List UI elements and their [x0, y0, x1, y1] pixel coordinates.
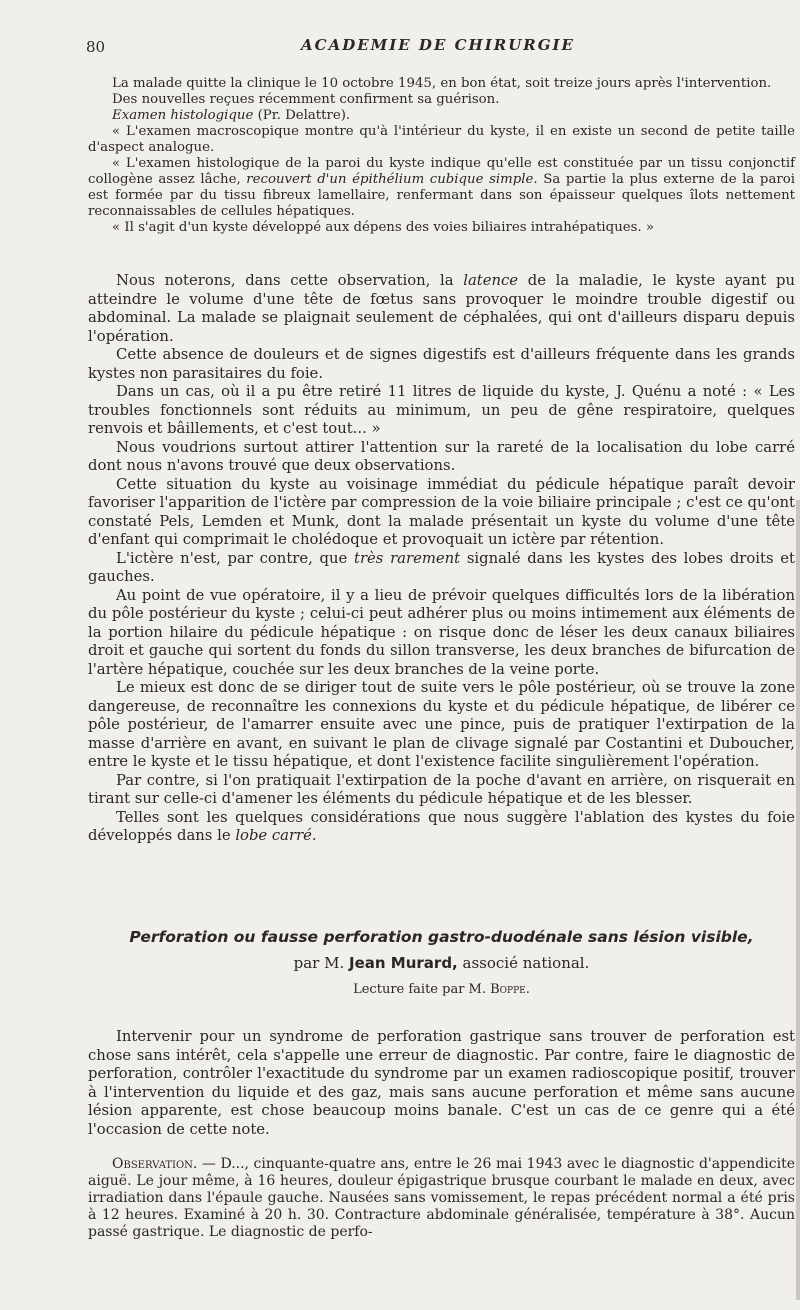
article-heading — [88, 928, 795, 997]
paragraph: Nous noterons, dans cette observation, la latence de la maladie, le kyste ayant pu atteindre le volume d'une tête de fœtus sans provoquer le moindre trouble digestif ou abdominal. La malade se plaignait seulement de céphalées, qui ont d'ailleurs disparu depuis l'opération. — [88, 272, 795, 345]
italic-label: Examen histologique — [112, 108, 254, 123]
running-title: ACADEMIE DE CHIRURGIE — [301, 36, 575, 54]
observation-label: Observation. — [112, 1156, 198, 1172]
byline: par M. Jean Murard, associé national. — [293, 954, 590, 972]
article-intro — [88, 1028, 795, 1139]
paragraph: « L'examen macroscopique montre qu'à l'intérieur du kyste, il en existe un second de petite taille d'aspect analogue. — [88, 124, 795, 155]
article-title: Perforation ou fausse perforation gastro-duodénale sans lésion visible, — [129, 928, 754, 946]
paragraph: « L'examen histologique de la paroi du kyste indique qu'elle est constituée par un tissu conjonctif collogène assez lâche, recouvert d'un épithélium cubique simple. Sa partie la plus externe de la paroi est formée par du tissu fibreux lamellaire, renfermant dans son épaisseur quelques îlots nettement reconnaissables de cellules hépatiques. — [88, 156, 795, 219]
observation-section — [88, 1156, 795, 1241]
paragraph: Dans un cas, où il a pu être retiré 11 litres de liquide du kyste, J. Quénu a noté : « Les troubles fonctionnels sont réduits au minimum, un peu de gêne respiratoire, quelques renvois et bâillements, et c'est tout... » — [88, 383, 795, 437]
paragraph: Examen histologique (Pr. Delattre). — [112, 108, 351, 123]
lecture-note: Lecture faite par M. Boppe. — [353, 982, 530, 997]
paragraph: Cette situation du kyste au voisinage immédiat du pédicule hépatique paraît devoir favoriser l'apparition de l'ictère par compression de la voie biliaire principale ; c'est ce qu'ont constaté Pels, Lemden et Munk, dont la malade présentait un kyste du volume d'une tête d'enfant qui comprimait le cholédoque et provoquait un ictère par rétention. — [88, 475, 795, 548]
paragraph: La malade quitte la clinique le 10 octobre 1945, en bon état, soit treize jours après l'intervention. — [112, 76, 772, 91]
paragraph: Par contre, si l'on pratiquait l'extirpation de la poche d'avant en arrière, on risquerait en tirant sur celle-ci d'amener les éléments du pédicule hépatique et de les blesser. — [88, 771, 795, 807]
author-name: Jean Murard, — [349, 954, 458, 972]
discussion-section — [88, 272, 795, 846]
paragraph: Intervenir pour un syndrome de perforation gastrique sans trouver de perforation est chose sans intérêt, cela s'appelle une erreur de diagnostic. Par contre, faire le diagnostic de perforation, contrôler l'exactitude du syndrome par un examen radioscopique positif, trouver à l'intervention du liquide et des gaz, mais sans aucune perforation et même sans aucune lésion apparente, est chose beaucoup moins banale. C'est un cas de ce genre qui a été l'occasion de cette note. — [88, 1028, 795, 1138]
paragraph: Telles sont les quelques considérations que nous suggère l'ablation des kystes du foie développés dans le lobe carré. — [88, 808, 795, 844]
paragraph: Observation. — D..., cinquante-quatre ans, entre le 26 mai 1943 avec le diagnostic d'appendicite aiguë. Le jour même, à 16 heures, douleur épigastrique brusque courbant le malade en deux, avec irradiation dans l'épaule gauche. Nausées sans vomissement, le repas précédent normal a été pris à 12 heures. Examiné à 20 h. 30. Contracture abdominale généralisée, température à 38°. Aucun passé gastrique. Le diagnostic de perfo- — [88, 1156, 795, 1240]
case-report-section — [88, 76, 795, 236]
paragraph: Le mieux est donc de se diriger tout de suite vers le pôle postérieur, où se trouve la zone dangereuse, de reconnaître les connexions du kyste et du pédicule hépatique, de libérer ce pôle postérieur, de l'amarrer ensuite avec une pince, puis de pratiquer l'extirpation de la masse d'arrière en avant, en suivant le plan de clivage signalé par Costantini et Duboucher, entre le kyste et le tissu hépatique, et dont l'existence facilite singulièrement l'opération. — [88, 679, 795, 770]
page-header — [86, 36, 790, 60]
page-number: 80 — [86, 38, 106, 56]
paragraph: L'ictère n'est, par contre, que très rarement signalé dans les kystes des lobes droits et gauches. — [88, 549, 795, 585]
paragraph: « Il s'agit d'un kyste développé aux dépens des voies biliaires intrahépatiques. » — [112, 220, 655, 235]
paragraph: Cette absence de douleurs et de signes digestifs est d'ailleurs fréquente dans les grands kystes non parasitaires du foie. — [88, 346, 795, 382]
page-edge — [796, 500, 800, 1300]
paragraph: Nous voudrions surtout attirer l'attention sur la rareté de la localisation du lobe carré dont nous n'avons trouvé que deux observations. — [88, 438, 795, 474]
paragraph: Au point de vue opératoire, il y a lieu de prévoir quelques difficultés lors de la libération du pôle postérieur du kyste ; celui-ci peut adhérer plus ou moins intimement aux éléments de la portion hilaire du pédicule hépatique : on risque donc de léser les deux canaux biliaires droit et gauche qui sortent du fonds du sillon transverse, les deux branches de bifurcation de l'artère hépatique, couchée sur les deux branches de la veine porte. — [88, 586, 795, 678]
paragraph: Des nouvelles reçues récemment confirment sa guérison. — [112, 92, 500, 107]
